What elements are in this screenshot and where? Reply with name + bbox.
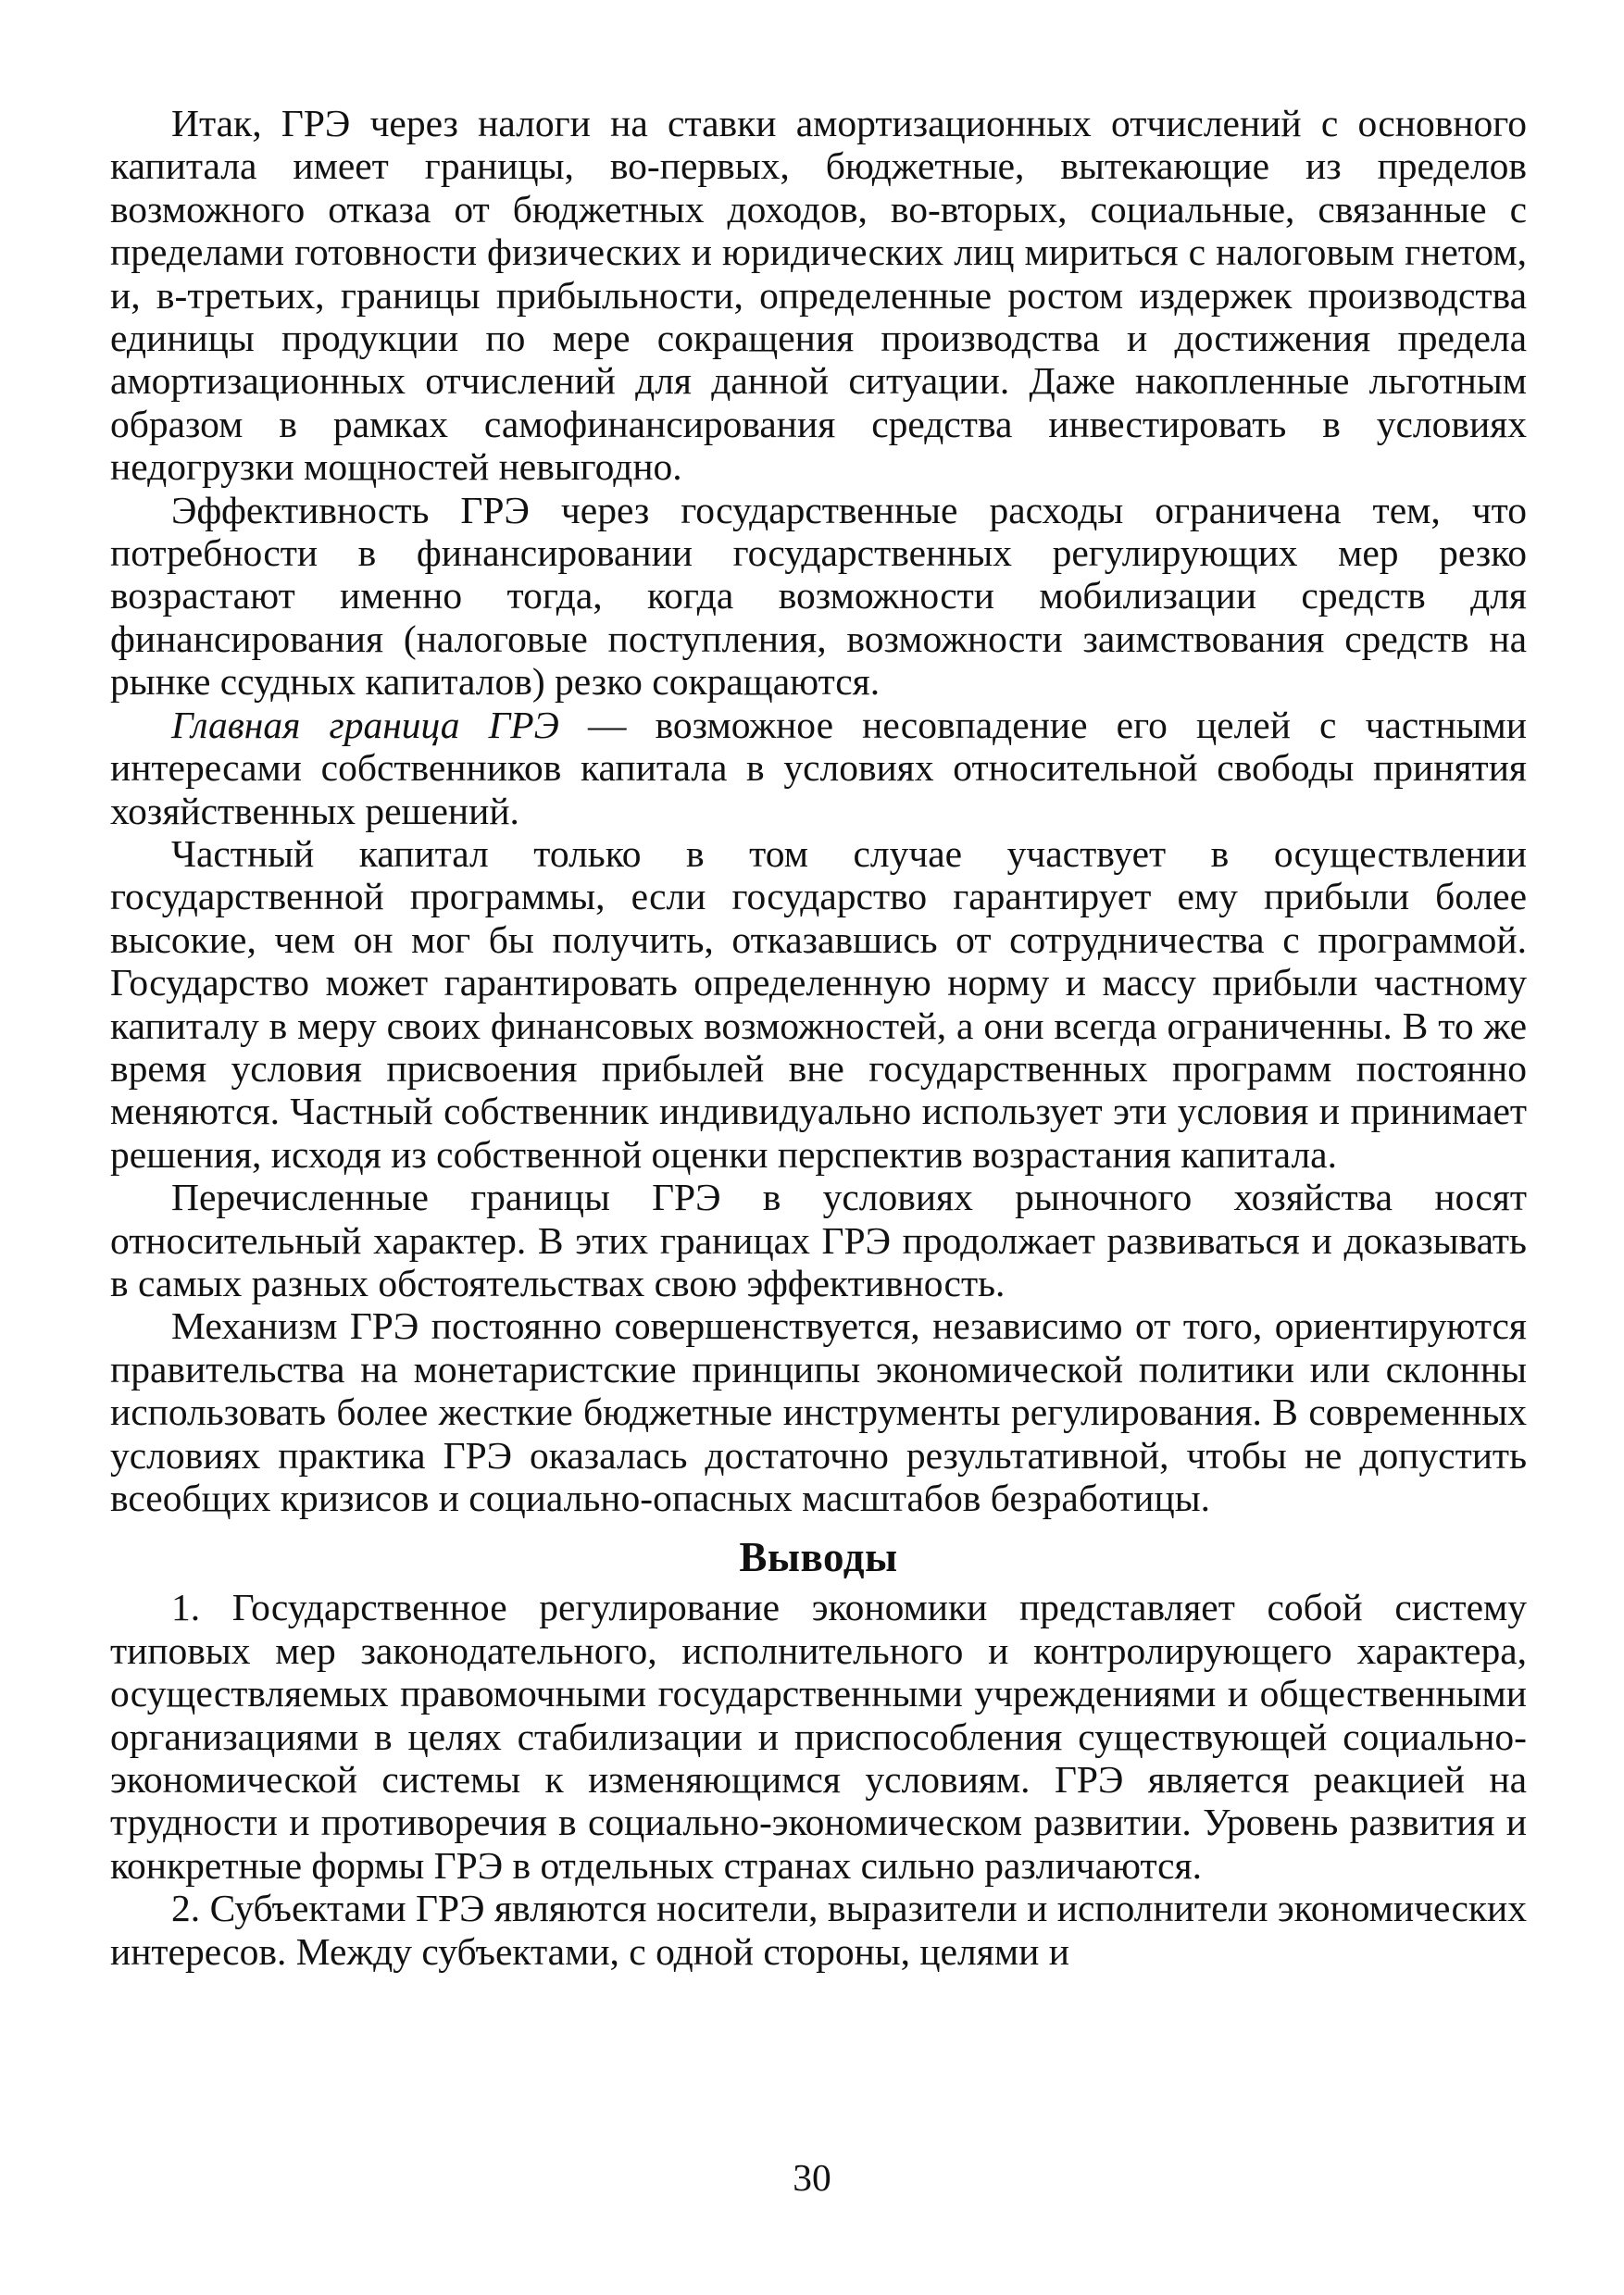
main-border-term: Главная граница ГРЭ <box>171 703 559 746</box>
paragraph-private-capital: Частный капитал только в том случае участвует в осуществлении государственной программы, если государство гарантирует ему прибыли более высокие, чем он мог бы получить, отказавшись от сотрудничества с программой. Государство может гарантировать определенную норму и массу прибыли частному капиталу в меру своих финансовых возможностей, а они всегда ограниченны. В то же время условия присвоения прибылей вне государственных программ постоянно меняются. Частный собственник индивидуально использует эти условия и принимает решения, исходя из собственной оценки перспектив возрастания капитала. <box>110 831 1527 1176</box>
paragraph-mechanism: Механизм ГРЭ постоянно совершенствуется, независимо от того, ориентируются правительства на монетаристские принципы экономической политики или склонны использовать более жесткие бюджетные инструменты регулирования. В современных условиях практика ГРЭ оказалась достаточно результативной, чтобы не допустить всеобщих кризисов и социально-опасных масштабов безработицы. <box>110 1304 1527 1519</box>
paragraph-relative-borders: Перечисленные границы ГРЭ в условиях рыночного хозяйства носят относительный характер. В этих границах ГРЭ продолжает развиваться и доказывать в самых разных обстоятельствах свою эффективность. <box>110 1176 1527 1304</box>
conclusion-item-2: 2. Субъектами ГРЭ являются носители, выразители и исполнители экономических интересов. Между субъектами, с одной стороны, целями и <box>110 1887 1527 1973</box>
paragraph-tax-limits: Итак, ГРЭ через налоги на ставки амортизационных отчислений с основного капитала имеет границы, во-первых, бюджетные, вытекающие из пределов возможного отказа от бюджетных доходов, во-вторых, социальные, связанные с пределами готовности физических и юридических лиц мириться с налоговым гнетом, и, в-третьих, границы прибыльности, определенные ростом издержек производства единицы продукции по мере сокращения производства и достижения предела амортизационных отчислений для данной ситуации. Даже накопленные льготным образом в рамках самофинансирования средства инвестировать в условиях недогрузки мощностей невыгодно. <box>110 102 1527 489</box>
page-body <box>110 102 1527 1973</box>
paragraph-main-border <box>110 704 1527 832</box>
page-number: 30 <box>793 2156 831 2199</box>
main-border-text: — возможное несовпадение его целей с частными интересами собственников капитала в условиях относительной свободы принятия хозяйственных решений. <box>110 703 1527 832</box>
section-heading-conclusions: Выводы <box>739 1534 898 1581</box>
paragraph-state-spending: Эффективность ГРЭ через государственные расходы ограничена тем, что потребности в финансировании государственных регулирующих мер резко возрастают именно тогда, когда возможности мобилизации средств для финансирования (налоговые поступления, возможности заимствования средств на рынке ссудных капиталов) резко сокращаются. <box>110 488 1527 704</box>
conclusion-item-1: 1. Государственное регулирование экономики представляет собой систему типовых мер законодательного, исполнительного и контролирующего характера, осуществляемых правомочными государственными учреждениями и общественными организациями в целях стабилизации и приспособления существующей социально-экономической системы к изменяющимся условиям. ГРЭ является реакцией на трудности и противоречия в социально-экономическом развитии. Уровень развития и конкретные формы ГРЭ в отдельных странах сильно различаются. <box>110 1586 1527 1887</box>
